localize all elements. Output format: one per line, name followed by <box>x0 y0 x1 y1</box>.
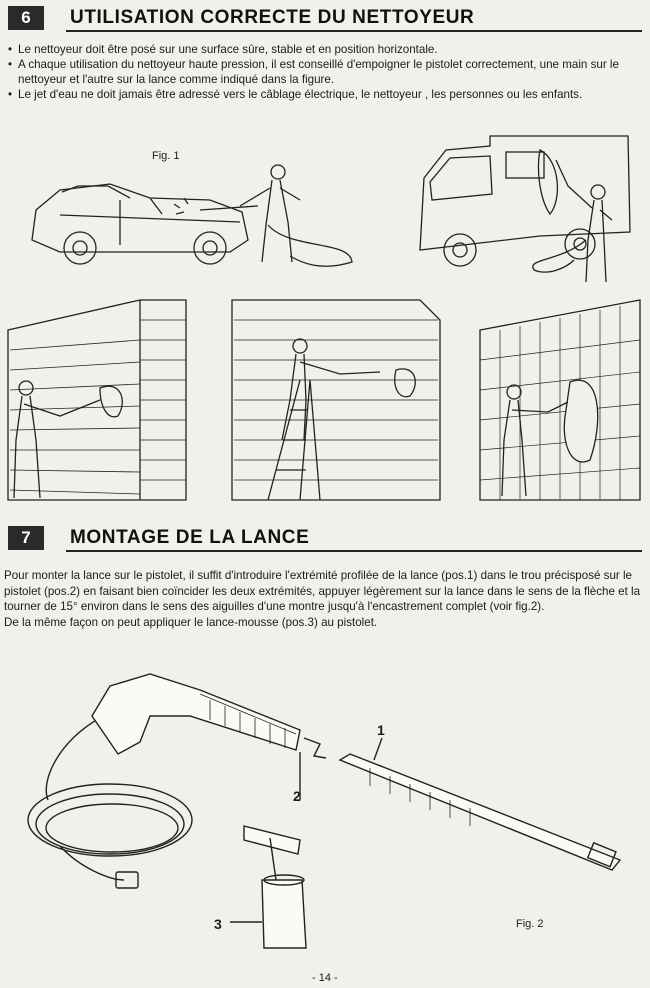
paragraph: Pour monter la lance sur le pistolet, il suffit d'introduire l'extrémité profilée de la lance (pos.1) dans le trou précisposé sur le pistolet (pos.2) en faisant bien coïncider les deux extrémités, appuyer légèrement sur la lance dans le sens de la flèche et la tourner de 15° environ dans le sens des aiguilles d'une montre jusqu'à l'encastrement complet (voir fig.2). <box>4 569 641 614</box>
car-drawing <box>32 184 248 264</box>
person-2-drawing <box>533 160 612 282</box>
lance-drawing <box>340 738 620 870</box>
section-7-title: MONTAGE DE LA LANCE <box>70 527 310 548</box>
foam-lance-drawing <box>230 826 306 948</box>
section-7-header <box>4 524 642 552</box>
fig-1-label: Fig. 1 <box>152 150 180 162</box>
section-6-bullets <box>8 42 644 102</box>
callout-pos-1: 1 <box>377 722 385 738</box>
paragraph: De la même façon on peut appliquer le lance-mousse (pos.3) au pistolet. <box>4 615 378 629</box>
section-6-rule <box>66 30 642 32</box>
section-7-rule <box>66 550 642 552</box>
section-6-title: UTILISATION CORRECTE DU NETTOYEUR <box>70 7 475 28</box>
page-number: - 14 - <box>312 972 338 984</box>
fig-2-label: Fig. 2 <box>516 918 544 930</box>
camper-drawing <box>420 136 630 266</box>
brick-wall-left <box>8 300 186 500</box>
bullet-item: • Le nettoyeur doit être posé sur une surface sûre, stable et en position horizontale. <box>8 42 644 57</box>
bullet-item: • Le jet d'eau ne doit jamais être adressé vers le câblage électrique, le nettoyeur , les personnes ou les enfants. <box>8 87 644 102</box>
section-6-number: 6 <box>8 6 44 30</box>
section-7-number: 7 <box>8 526 44 550</box>
pistol-drawing <box>92 674 326 800</box>
bullet-item: • A chaque utilisation du nettoyeur haute pression, il est conseillé d'empoigner le pistolet correctement, une main sur le nettoyeur et l'autre sur la lance comme indiqué dans la figure. <box>8 57 644 87</box>
person-1-drawing <box>174 165 352 266</box>
callout-pos-3: 3 <box>214 916 222 932</box>
section-6-header <box>4 4 642 32</box>
section-7-text <box>4 568 646 630</box>
hose-drawing <box>28 718 192 888</box>
tiled-wall-scene <box>480 300 640 500</box>
callout-pos-2: 2 <box>293 788 301 804</box>
ladder-scene <box>232 300 440 500</box>
